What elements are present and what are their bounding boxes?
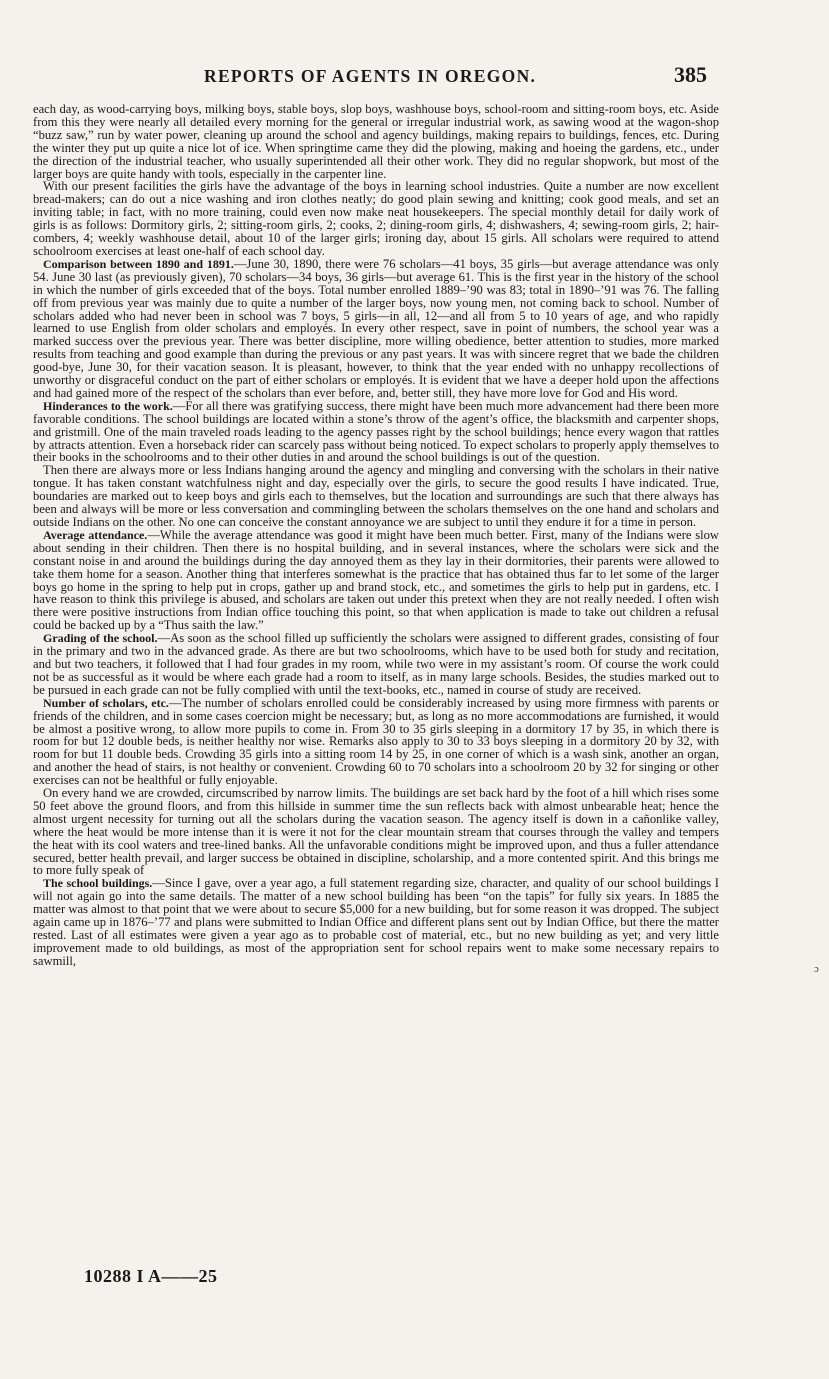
paragraph [33, 258, 719, 400]
body-text [33, 103, 719, 968]
paragraph-heading: Grading of the school. [43, 631, 158, 646]
paragraph-text: each day, as wood-carrying boys, milking boys, stable boys, slop boys, washhouse boys, school-room and sitting-room boys, etc. Aside from this they were nearly all detailed every morning for the general or irregular industrial work, as sawing wood at the wagon-shop “buzz saw,” run by water power, cleaning up around the school and agency buildings, making repairs to buildings, fences, etc. During the winter they put up quite a nice lot of ice. When springtime came they did the plowing, making and hoeing the gardens, etc., under the direction of the industrial teacher, who usually superintended all their other work. They did no regular shopwork, but most of the larger boys are quite handy with tools, especially in the carpenter line. [33, 102, 719, 181]
paragraph-heading: Hinderances to the work. [43, 398, 173, 413]
paragraph [33, 464, 719, 529]
paragraph-text: —For all there was gratifying success, there might have been much more advancement had there been more favorable conditions. The school buildings are located within a stone’s throw of the agent’s office, the blacksmith and carpenter shops, and gristmill. One of the main traveled roads leading to the agency passes right by the school buildings; hence every wagon that rattles by attracts attention. Even a horseback rider can scarcely pass without being noticed. To expect scholars to properly apply themselves to their books in the schoolrooms and to their other duties in and around the school buildings is out of the question. [33, 398, 719, 465]
page-number: 385 [674, 62, 707, 87]
paragraph [33, 632, 719, 697]
paragraph-text: With our present facilities the girls have the advantage of the boys in learning school industries. Quite a number are now excellent bread-makers; can do out a nice washing and iron clothes neatly; do good plain sewing and knitting; cook good meals, and set an inviting table; in fact, with no more training, could even now make neat housekeepers. The special monthly detail for daily work of girls is as follows: Dormitory girls, 2; sitting-room girls, 2; cooks, 2; dining-room girls, 4; dishwashers, 4; sewing-room girls, 2; hair-combers, 4; weekly washhouse detail, about 10 of the larger girls; ironing day, about 15 girls. All scholars were required to attend schoolroom exercises at least one-half of each school day. [33, 179, 719, 258]
paragraph-heading: Comparison between 1890 and 1891. [43, 256, 234, 271]
paragraph-text: —As soon as the school filled up sufficiently the scholars were assigned to different grades, consisting of four in the primary and two in the advanced grade. As there are but two schoolrooms, which have to be used both for study and recitation, and but two teachers, it followed that I had four grades in my room, while two were in my assistant’s room. Of course the work could not be as successful as it would be where each grade had a room to itself, as in many large schools. Besides, the studies marked out to be pursued in each grade can not be fully complied with until the text-books, etc., named in course of study are received. [33, 631, 719, 697]
paragraph [33, 697, 719, 787]
paragraph-text: —June 30, 1890, there were 76 scholars—41 boys, 35 girls—but average attendance was only 54. June 30 last (as previously given), 70 scholars—34 boys, 36 girls—but average 61. This is the first year in the history of the school in which the number of girls exceeded that of the boys. Total number enrolled 1889–’90 was 83; total in 1890–’91 was 76. The falling off from previous year was mainly due to quite a number of the larger boys, now young men, not coming back to school. Number of scholars added who had never been in school was 7 boys, 5 girls—in all, 12—and all from 5 to 10 years of age, and who rapidly learned to use English from older scholars and employés. In every other respect, save in point of numbers, the school year was a marked success over the previous year. There was better discipline, more willing obedience, better attention to studies, more marked results from teaching and good example than during the previous or any past years. It was with sincere regret that we bade the children good-bye, June 30, for their vacation season. It is pleasant, however, to think that the year ended with no unhappy recollections of unworthy or disgraceful conduct on the part of either scholars or employés. It is evident that we have a deeper hold upon the affections and had gained more of the respect of the scholars than ever before, and, better still, they have more love for God and His word. [33, 256, 719, 400]
paragraph-text: —While the average attendance was good it might have been much better. First, many of the Indians were slow about sending in their children. Then there is no hospital building, and in several instances, where the scholars were sick and the constant noise in and around the buildings during the day annoyed them as they lay in their dormitories, their parents were allowed to take them home for a season. Another thing that interferes somewhat is the practice that has obtained thus far to let some of the larger boys go home in the spring to help put in crops, gather up and brand stock, etc., and sometimes the girls to help put in gardens, etc. I have reason to think this privilege is abused, and scholars are taken out under this pretext when they are not really needed. I often wish there were positive instructions from Indian office touching this point, so that when application is made to take out children a refusal could be backed up by a “Thus saith the law.” [33, 527, 719, 633]
paragraph [33, 787, 719, 877]
running-header [0, 62, 829, 92]
header-title: REPORTS OF AGENTS IN OREGON. [204, 66, 537, 86]
paragraph-heading: The school buildings. [43, 876, 153, 891]
paragraph [33, 529, 719, 632]
paragraph [33, 103, 719, 180]
margin-mark: ɔ [814, 963, 819, 975]
paragraph-text: —Since I gave, over a year ago, a full statement regarding size, character, and quality of our school buildings I will not again go into the same details. The matter of a new school building has been “on the tapis” for fully six years. In 1885 the matter was almost to that point that we were about to secure $5,000 for a new building, but for some reason it was dropped. The subject again came up in 1876–’77 and plans were submitted to Indian Office and different plans sent out by Indian Office, but there the matter rested. Last of all estimates were given a year ago as to probable cost of material, etc., but no new building as yet; and very little improvement made to old buildings, as most of the appropriation sent for school repairs went to make some necessary repairs to sawmill, [33, 876, 720, 968]
paragraph-text: On every hand we are crowded, circumscribed by narrow limits. The buildings are set back hard by the foot of a hill which rises some 50 feet above the ground floors, and from this hillside in summer time the sun reflects back with almost unbearable heat; hence the almost urgent necessity for turning out all the scholars during the vacation season. The agency itself is down in a cañonlike valley, where the heat would be more intense than it is were it not for the clear mountain stream that courses through the valley and tempers the heat with its cool waters and tree-lined banks. All the unfavorable conditions might be improved upon, and thus a fuller attendance secured, better health prevail, and larger success be obtained in discipline, scholarship, and a more contented spirit. And this brings me to more fully speak of [33, 786, 719, 878]
paragraph-text: —The number of scholars enrolled could be considerably increased by using more firmness with parents or friends of the children, and in some cases coercion might be necessary; but, as long as no more accommodations are furnished, it would be almost a positive wrong, to allow more pupils to come in. From 30 to 35 girls sleeping in a dormitory 17 by 35, in which there is room for but 12 double beds, is neither healthy nor wise. Remarks also apply to 30 to 33 boys sleeping in a dormitory 20 by 32, with room for but 11 double beds. Crowding 35 girls into a sitting room 14 by 25, in one corner of which is a wash sink, another an organ, and another the head of stairs, is not healthy or convenient. Crowding 60 to 70 scholars into a schoolroom 20 by 32 for singing or other exercises can not be healthful or fully enjoyable. [33, 695, 719, 788]
paragraph-text: Then there are always more or less Indians hanging around the agency and mingling and conversing with the scholars in their native tongue. It has taken constant watchfulness night and day, especially over the girls, to secure the good results I have indicated. True, boundaries are marked out to keep boys and girls each to themselves, but the location and surroundings are such that there always has been and always will be more or less conversation and commingling between the scholars themselves on the one hand and scholars and outside Indians on the other. No one can conceive the constant annoyance we are subject to until they endure it for a time in person. [33, 463, 719, 529]
paragraph-heading: Number of scholars, etc. [43, 695, 169, 710]
paragraph [33, 877, 719, 967]
paragraph [33, 400, 719, 465]
paragraph [33, 180, 719, 257]
paragraph-heading: Average attendance. [43, 527, 148, 542]
signature-mark: 10288 I A——25 [84, 1266, 218, 1286]
